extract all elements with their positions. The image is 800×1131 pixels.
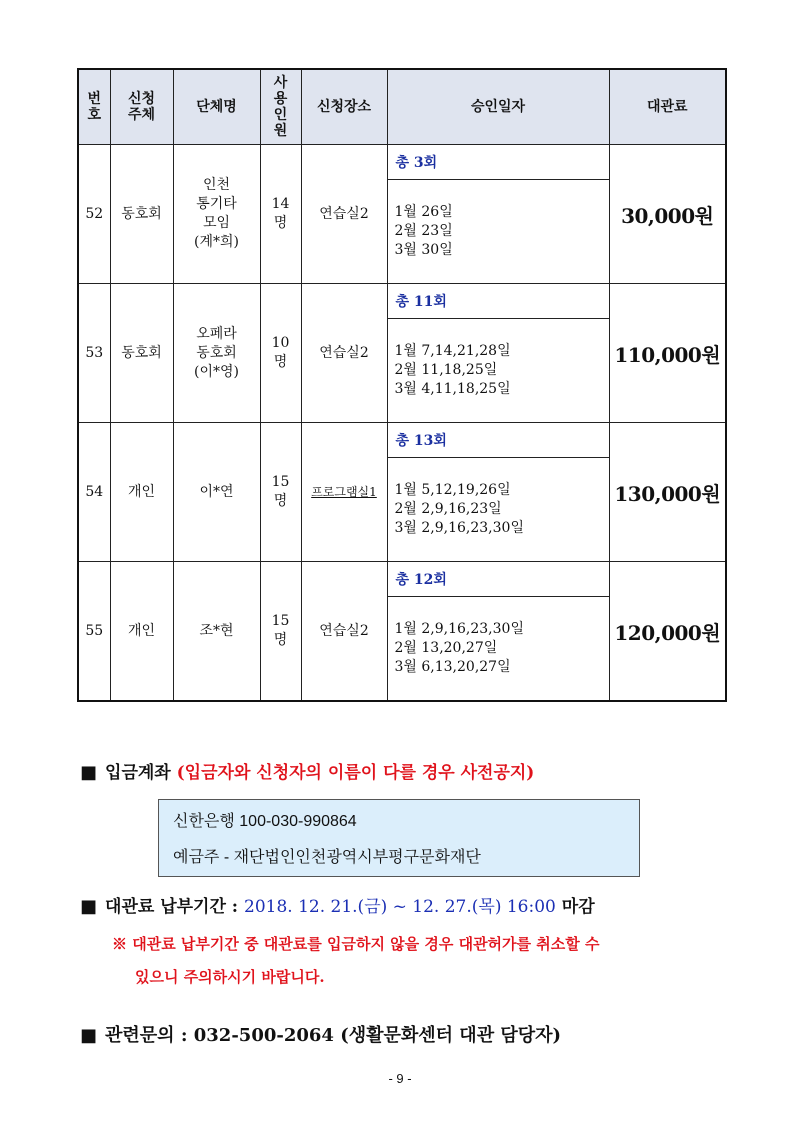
- row-place: 프로그램실1: [301, 423, 387, 562]
- header-place: 신청장소: [301, 69, 387, 145]
- row-place: 연습실2: [301, 284, 387, 423]
- row-users: 15 명: [260, 423, 301, 562]
- payment-deadline: 마감: [555, 897, 595, 917]
- square-bullet-icon: ■: [80, 1025, 98, 1046]
- header-approval-dates: 승인일자: [387, 69, 609, 145]
- table-header-row: [78, 69, 726, 145]
- row-fee: 120,000원: [609, 562, 726, 702]
- row-fee: 130,000원: [609, 423, 726, 562]
- row-users: 10 명: [260, 284, 301, 423]
- deposit-account-heading: [80, 758, 534, 783]
- row-count: 총 12회: [387, 562, 609, 597]
- row-dates: 1월 7,14,21,28일 2월 11,18,25일 3월 4,11,18,25일: [387, 319, 609, 423]
- row-place: 연습실2: [301, 562, 387, 702]
- bank-account-box: [158, 799, 640, 877]
- row-type: 동호회: [110, 284, 173, 423]
- deposit-label: 입금계좌: [105, 763, 171, 783]
- row-group: 조*현: [173, 562, 260, 702]
- inquiry-heading: [80, 1021, 561, 1047]
- square-bullet-icon: ■: [80, 896, 98, 917]
- header-rental-fee: 대관료: [609, 69, 726, 145]
- header-users: 사 용 인 원: [260, 69, 301, 145]
- table-row: [78, 562, 726, 597]
- header-applicant-type: 신청 주체: [110, 69, 173, 145]
- row-no: 53: [78, 284, 110, 423]
- row-dates: 1월 5,12,19,26일 2월 2,9,16,23일 3월 2,9,16,23,30일: [387, 458, 609, 562]
- row-fee: 30,000원: [609, 145, 726, 284]
- table-row: [78, 423, 726, 458]
- payment-warning-line2: 있으니 주의하시기 바랍니다.: [135, 968, 325, 986]
- row-group: 이*연: [173, 423, 260, 562]
- row-dates: 1월 26일 2월 23일 3월 30일: [387, 180, 609, 284]
- row-place: 연습실2: [301, 145, 387, 284]
- square-bullet-icon: ■: [80, 762, 98, 783]
- header-no: 번 호: [78, 69, 110, 145]
- row-no: 54: [78, 423, 110, 562]
- payment-period-heading: [80, 892, 595, 917]
- account-holder: 예금주 - 재단법인인천광역시부평구문화재단: [173, 849, 481, 866]
- payment-period: 2018. 12. 21.(금) ~ 12. 27.(목) 16:00: [244, 897, 556, 917]
- page-number: - 9 -: [388, 1071, 412, 1086]
- row-users: 15 명: [260, 562, 301, 702]
- row-count: 총 13회: [387, 423, 609, 458]
- payment-warning-line1: ※ 대관료 납부기간 중 대관료를 입금하지 않을 경우 대관허가를 취소할 수: [112, 935, 600, 953]
- row-type: 개인: [110, 423, 173, 562]
- row-no: 55: [78, 562, 110, 702]
- row-fee: 110,000원: [609, 284, 726, 423]
- bank-account-number: 신한은행 100-030-990864: [173, 813, 357, 830]
- row-type: 개인: [110, 562, 173, 702]
- inquiry-text: 관련문의 : 032-500-2064 (생활문화센터 대관 담당자): [105, 1025, 562, 1046]
- row-dates: 1월 2,9,16,23,30일 2월 13,20,27일 3월 6,13,20,27일: [387, 597, 609, 702]
- row-group: 인천 통기타 모임 (계*희): [173, 145, 260, 284]
- row-no: 52: [78, 145, 110, 284]
- table-row: [78, 145, 726, 180]
- payment-label: 대관료 납부기간 :: [105, 897, 245, 917]
- row-group: 오페라 동호회 (이*영): [173, 284, 260, 423]
- row-count: 총 11회: [387, 284, 609, 319]
- header-group-name: 단체명: [173, 69, 260, 145]
- row-count: 총 3회: [387, 145, 609, 180]
- rental-approval-table: [77, 68, 727, 702]
- deposit-notice: (입금자와 신청자의 이름이 다를 경우 사전공지): [176, 763, 535, 783]
- table-row: [78, 284, 726, 319]
- row-users: 14 명: [260, 145, 301, 284]
- row-type: 동호회: [110, 145, 173, 284]
